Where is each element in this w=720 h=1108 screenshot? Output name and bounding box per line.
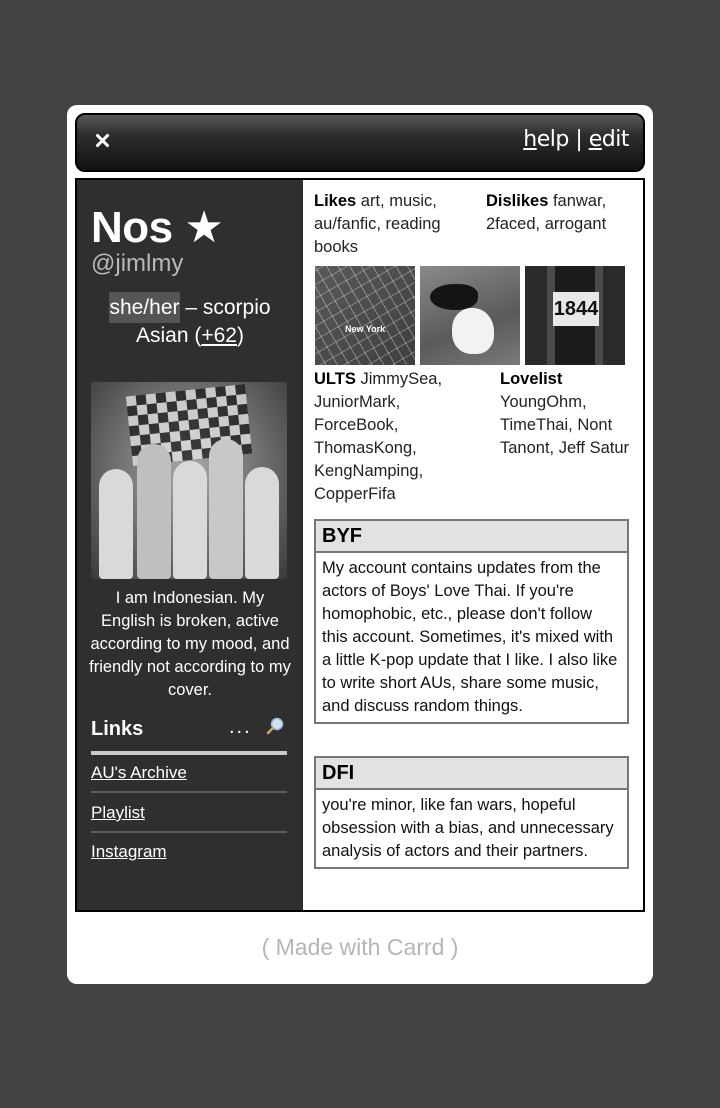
map-thumbnail: [315, 266, 415, 365]
photo-person: [173, 461, 207, 579]
main-panel: [303, 180, 643, 910]
dislikes: Dislikes fanwar, 2faced, arrogant: [486, 192, 607, 233]
byf-box: [314, 519, 629, 724]
menu-bar: [523, 127, 629, 152]
help-menu-item[interactable]: help: [523, 127, 569, 152]
white-cat: [452, 308, 494, 354]
bio-text: I am Indonesian. My English is broken, active according to my mood, and friendly not according to my cover.: [89, 589, 291, 699]
photo-person: [209, 439, 243, 579]
profile-name: Nos ★: [91, 203, 224, 252]
likes: Likes art, music, au/fanfic, reading books: [314, 192, 441, 256]
phone-code-link[interactable]: +62: [201, 324, 237, 347]
photo-person: [99, 469, 133, 579]
nationality: Asian (: [136, 324, 202, 347]
door-number: 1844: [553, 292, 599, 326]
map-label: New York: [345, 324, 386, 334]
link-instagram[interactable]: Instagram: [91, 842, 167, 861]
black-cat: [430, 284, 478, 310]
menu-separator: |: [568, 127, 589, 152]
ults: ULTS JimmySea, JuniorMark, ForceBook, ThomasKong, KengNamping, CopperFifa: [314, 370, 443, 503]
link-playlist[interactable]: Playlist: [91, 803, 145, 822]
profile-details: [77, 294, 303, 350]
links-more[interactable]: ...: [229, 716, 252, 738]
door-thumbnail: [525, 266, 625, 365]
edit-menu-item[interactable]: edit: [588, 127, 629, 152]
links-divider: [91, 751, 287, 755]
dfi-title: DFI: [316, 758, 627, 790]
link-aus-archive[interactable]: AU's Archive: [91, 763, 187, 782]
byf-text: My account contains updates from the actors of Boys' Love Thai. If you're homophobic, etc., please don't follow this account. Sometimes, it's mixed with a little K-pop update that I like. I also like to write short AUs, share some music, and discuss random things.: [322, 559, 618, 715]
pronouns: she/her: [109, 292, 179, 323]
nationality-close: ): [236, 324, 244, 347]
star-icon: ★: [184, 203, 224, 252]
link-divider: [91, 791, 287, 793]
profile-handle: @jimlmy: [91, 250, 184, 277]
title-bar: [75, 113, 645, 172]
zodiac-sign: – scorpio: [179, 296, 271, 319]
dfi-box: [314, 756, 629, 869]
close-icon[interactable]: [91, 129, 113, 151]
search-icon[interactable]: [266, 717, 284, 735]
made-with-carrd[interactable]: ( Made with Carrd ): [261, 934, 459, 960]
sidebar: [77, 180, 303, 910]
lovelist: Lovelist YoungOhm, TimeThai, Nont Tanont, Jeff Satur: [500, 370, 630, 457]
profile-card: [67, 105, 653, 984]
cats-thumbnail: [420, 266, 520, 365]
group-photo: [91, 382, 287, 579]
content-frame: [75, 178, 645, 912]
dfi-text: you're minor, like fan wars, hopeful obsession with a bias, and unnecessary analysis of actors and their partners.: [322, 796, 614, 860]
links-heading: Links: [91, 718, 144, 740]
photo-person: [137, 444, 171, 579]
photo-person: [245, 467, 279, 579]
link-divider: [91, 831, 287, 833]
byf-title: BYF: [316, 521, 627, 553]
